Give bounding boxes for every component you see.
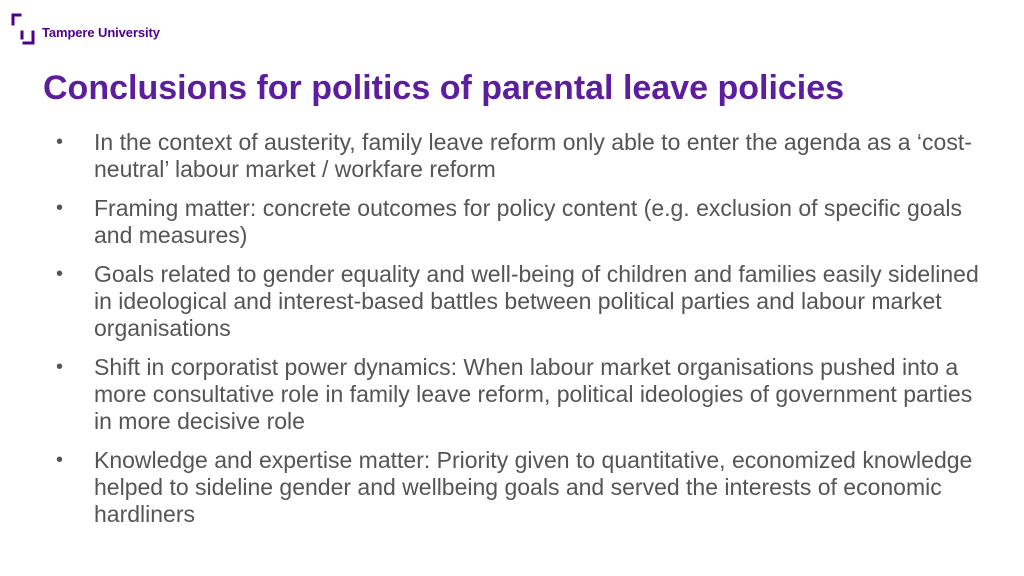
bullet-marker: • xyxy=(56,356,64,378)
bullet-item xyxy=(56,195,996,249)
bullet-item xyxy=(56,129,996,183)
bullet-marker: • xyxy=(56,197,64,219)
logo-text: Tampere University xyxy=(42,24,160,40)
bullet-item xyxy=(56,354,996,435)
tampere-logo-icon xyxy=(10,12,36,46)
bullet-text: Framing matter: concrete outcomes for policy content (e.g. exclusion of specific goals and measures) xyxy=(94,195,963,248)
bullet-marker: • xyxy=(56,131,64,153)
bullet-list xyxy=(56,129,996,540)
bullet-marker: • xyxy=(56,449,64,471)
bullet-text: Knowledge and expertise matter: Priority given to quantitative, economized knowledge helped to sideline gender and wellbeing goals and served the interests of economic hardliners xyxy=(94,447,973,527)
bullet-text: Shift in corporatist power dynamics: When labour market organisations pushed into a more consultative role in family leave reform, political ideologies of government parties in more decisive role xyxy=(94,354,973,434)
bullet-item xyxy=(56,447,996,528)
bullet-text: In the context of austerity, family leave reform only able to enter the agenda as a ‘cost-neutral’ labour market / workfare reform xyxy=(94,129,972,182)
slide-title: Conclusions for politics of parental leave policies xyxy=(43,69,845,107)
bullet-item xyxy=(56,261,996,342)
bullet-marker: • xyxy=(56,263,64,285)
university-logo xyxy=(10,12,160,46)
bullet-text: Goals related to gender equality and well-being of children and families easily sidelined in ideological and interest-based battles between political parties and labour market organisations xyxy=(94,261,979,341)
